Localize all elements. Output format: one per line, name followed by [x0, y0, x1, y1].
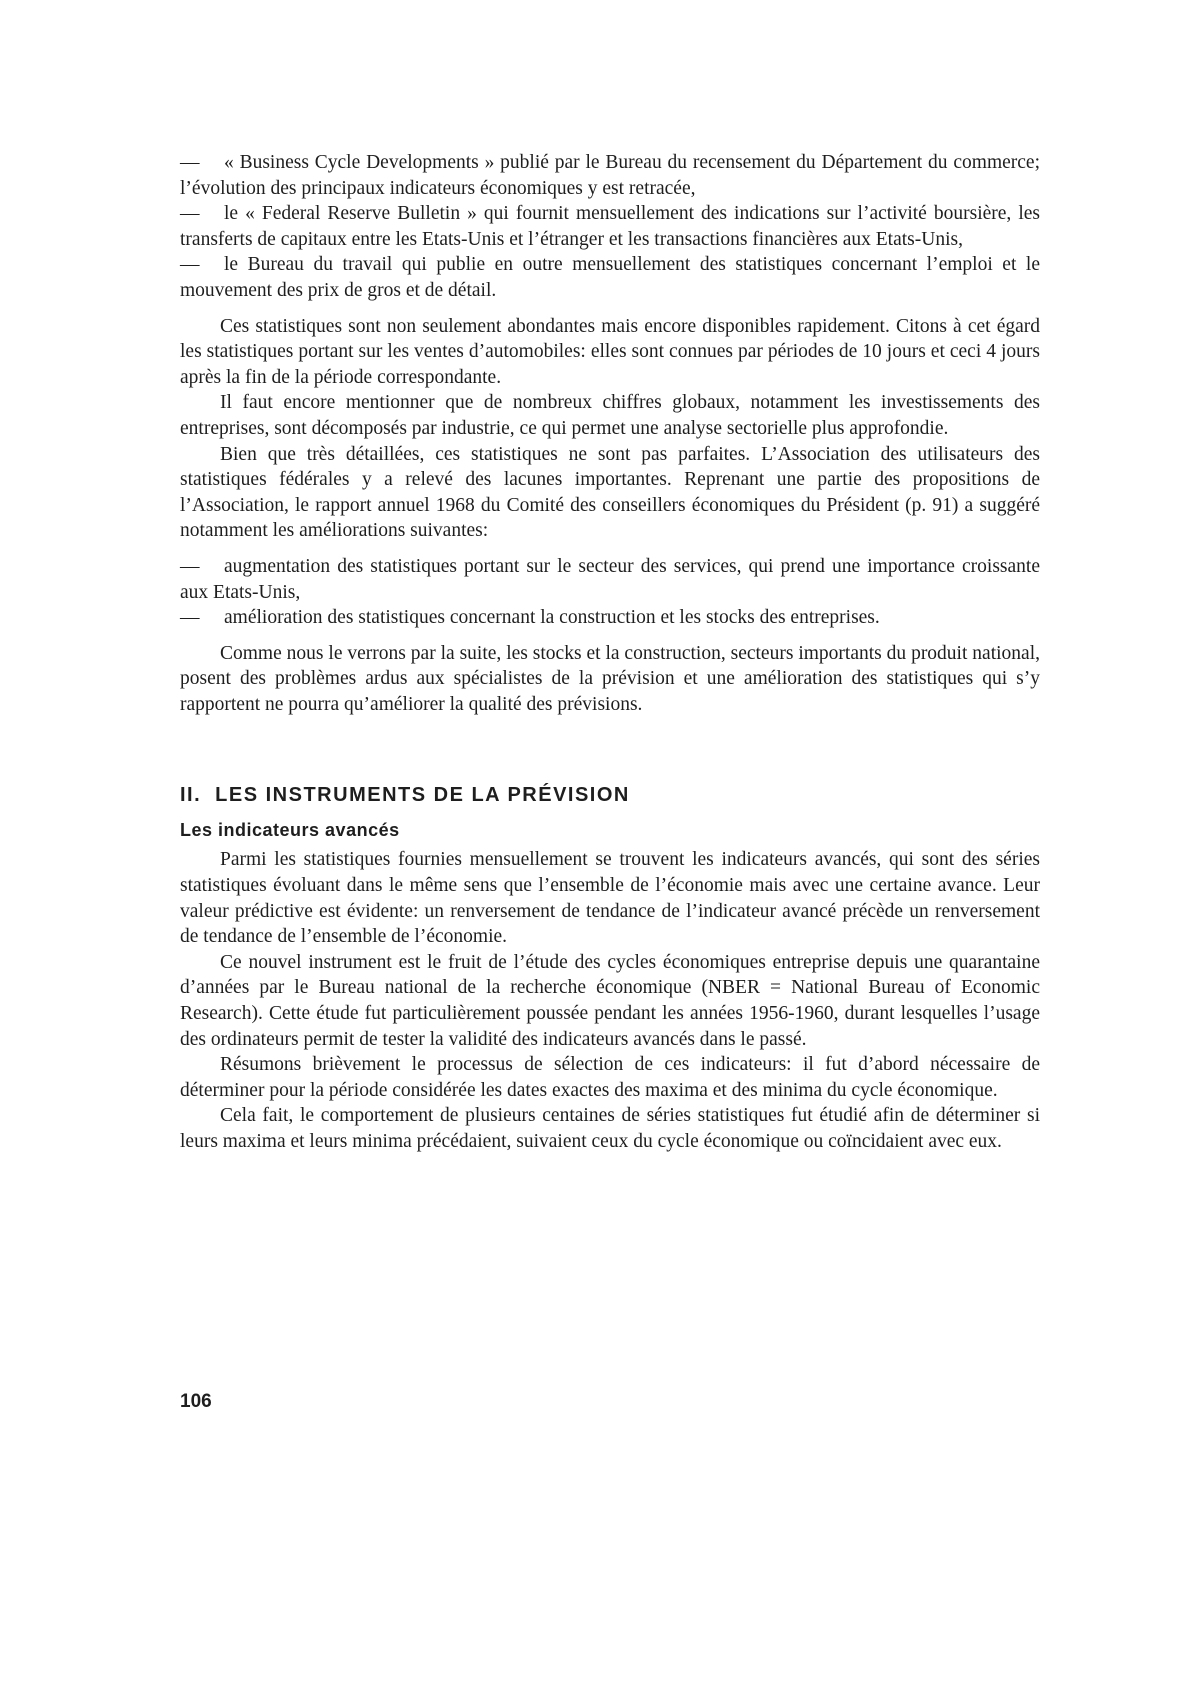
- section-heading: [180, 781, 1040, 809]
- paragraph: Parmi les statistiques fournies mensuellement se trouvent les indicateurs avancés, qui sont des séries statistiques évoluant dans le même sens que l’ensemble de l’économie mais avec une certaine avance. Leur valeur prédictive est évidente: un renversement de tendance de l’indicateur avancé précède un renversement de tendance de l’ensemble de l’économie.: [180, 849, 1040, 948]
- list-item: [180, 605, 1040, 631]
- paragraph: Comme nous le verrons par la suite, les stocks et la construction, secteurs importants du produit national, posent des problèmes ardus aux spécialistes de la prévision et une amélioration des statistiques qui s’y rapportent ne pourra qu’améliorer la qualité des prévisions.: [180, 642, 1040, 715]
- list-item: [180, 150, 1040, 201]
- paragraph: Ces statistiques sont non seulement abondantes mais encore disponibles rapidement. Citons à cet égard les statistiques portant sur les ventes d’automobiles: elles sont connues par périodes de 10 jours et ceci 4 jours après la fin de la période correspondante.: [180, 315, 1040, 388]
- page-body: [180, 150, 1040, 1155]
- dash-bullet: —: [180, 254, 200, 276]
- paragraph: Il faut encore mentionner que de nombreux chiffres globaux, notamment les investissements des entreprises, sont décomposés par industrie, ce qui permet une analyse sectorielle plus approfondie.: [180, 392, 1040, 439]
- dash-bullet: —: [180, 203, 200, 225]
- list-item: [180, 554, 1040, 605]
- subsection-heading: Les indicateurs avancés: [180, 820, 400, 841]
- dash-bullet: —: [180, 152, 200, 173]
- list-item: [180, 252, 1040, 303]
- dash-bullet: —: [180, 555, 200, 577]
- list-item-text: le Bureau du travail qui publie en outre mensuellement des statistiques concernant l’emploi et le mouvement des prix de gros et de détail.: [180, 254, 1040, 301]
- list-item-text: augmentation des statistiques portant sur le secteur des services, qui prend une importance croissante aux Etats-Unis,: [180, 555, 1040, 603]
- section-number: II.: [180, 784, 202, 807]
- list-item-text: le « Federal Reserve Bulletin » qui fournit mensuellement des indications sur l’activité boursière, les transferts de capitaux entre les Etats-Unis et l’étranger et les transactions financières aux Etats-Unis,: [180, 203, 1040, 250]
- list-item: [180, 201, 1040, 252]
- list-item-text: amélioration des statistiques concernant la construction et les stocks des entreprises.: [224, 607, 880, 629]
- dash-bullet: —: [180, 607, 200, 629]
- section-title: LES INSTRUMENTS DE LA PRÉVISION: [215, 784, 630, 807]
- list-item-text: « Business Cycle Developments » publié par le Bureau du recensement du Département du commerce; l’évolution des principaux indicateurs économiques y est retracée,: [180, 152, 1040, 199]
- paragraph: Cela fait, le comportement de plusieurs centaines de séries statistiques fut étudié afin de déterminer si leurs maxima et leurs minima précédaient, suivaient ceux du cycle économique ou coïncidaient avec eux.: [180, 1105, 1040, 1152]
- paragraph: Résumons brièvement le processus de sélection de ces indicateurs: il fut d’abord nécessaire de déterminer pour la période considérée les dates exactes des maxima et des minima du cycle économique.: [180, 1054, 1040, 1101]
- paragraph: Ce nouvel instrument est le fruit de l’étude des cycles économiques entreprise depuis une quarantaine d’années par le Bureau national de la recherche économique (NBER = National Bureau of Economic Research). Cette étude fut particulièrement poussée pendant les années 1956-1960, durant lesquelles l’usage des ordinateurs permit de tester la validité des indicateurs avancés dans le passé.: [180, 951, 1040, 1050]
- paragraph: Bien que très détaillées, ces statistiques ne sont pas parfaites. L’Association des utilisateurs des statistiques fédérales y a relevé des lacunes importantes. Reprenant une partie des propositions de l’Association, le rapport annuel 1968 du Comité des conseillers économiques du Président (p. 91) a suggéré notamment les améliorations suivantes:: [180, 443, 1040, 542]
- page-number: 106: [180, 1391, 212, 1412]
